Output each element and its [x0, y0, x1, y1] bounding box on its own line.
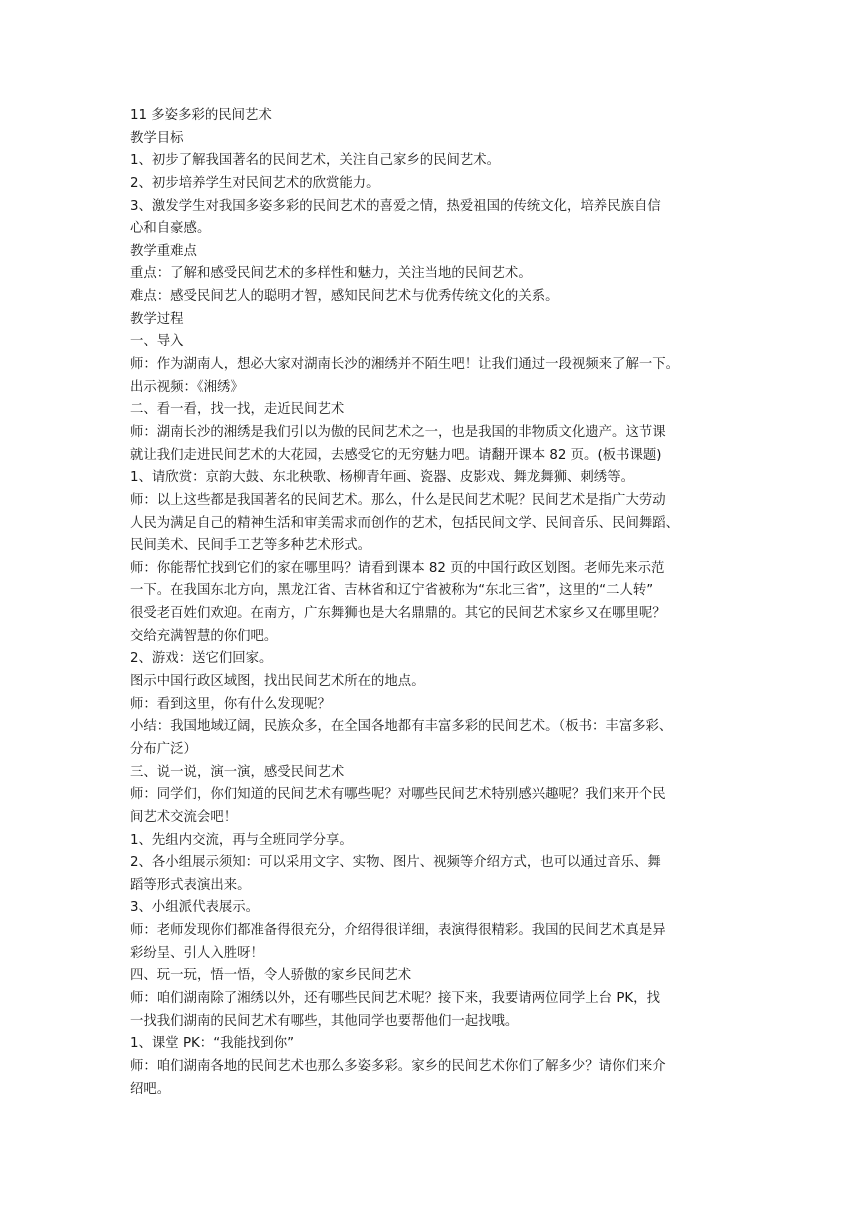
text-line: 2、各小组展示须知：可以采用文字、实物、图片、视频等介绍方式，也可以通过音乐、舞 — [130, 855, 661, 871]
text-line: 1、初步了解我国著名的民间艺术，关注自己家乡的民间艺术。 — [130, 153, 501, 169]
text-line: 师：同学们，你们知道的民间艺术有哪些呢？对哪些民间艺术特别感兴趣呢？我们来开个民 — [130, 787, 666, 803]
text-line: 图示中国行政区域图，找出民间艺术所在的地点。 — [130, 674, 425, 690]
section-heading-objectives: 教学目标 — [130, 130, 184, 146]
text-line: 师：作为湖南人，想必大家对湖南长沙的湘绣并不陌生吧！让我们通过一段视频来了解一下。 — [130, 357, 680, 373]
text-line: 师：以上这些都是我国著名的民间艺术。那么，什么是民间艺术呢？民间艺术是指广大劳动 — [130, 492, 666, 508]
text-line: 3、小组派代表展示。 — [130, 900, 260, 916]
text-line: 2、初步培养学生对民间艺术的欣赏能力。 — [130, 175, 380, 191]
text-line: 难点：感受民间艺人的聪明才智，感知民间艺术与优秀传统文化的关系。 — [130, 289, 559, 305]
subheading: 二、看一看，找一找，走近民间艺术 — [130, 402, 345, 418]
text-line: 分布广泛） — [130, 741, 197, 757]
subheading: 四、玩一玩，悟一悟，令人骄傲的家乡民间艺术 — [130, 968, 412, 984]
text-line: 民间美术、民间手工艺等多种艺术形式。 — [130, 538, 372, 554]
text-line: 1、请欣赏：京韵大鼓、东北秧歌、杨柳青年画、瓷器、皮影戏、舞龙舞狮、刺绣等。 — [130, 470, 634, 486]
subheading: 三、说一说，演一演，感受民间艺术 — [130, 764, 345, 780]
text-line: 师：看到这里，你有什么发现呢？ — [130, 696, 331, 712]
text-line: 师：老师发现你们都准备得很充分，介绍得很详细，表演得很精彩。我国的民间艺术真是异 — [130, 923, 666, 939]
text-line: 交给充满智慧的你们吧。 — [130, 628, 278, 644]
text-line: 间艺术交流会吧！ — [130, 809, 238, 825]
text-line: 心和自豪感。 — [130, 221, 211, 237]
text-line: 1、先组内交流，再与全班同学分享。 — [130, 832, 353, 848]
text-line: 很受老百姓们欢迎。在南方，广东舞狮也是大名鼎鼎的。其它的民间艺术家乡又在哪里呢？ — [130, 606, 666, 622]
text-line: 师：湖南长沙的湘绣是我们引以为傲的民间艺术之一，也是我国的非物质文化遗产。这节课 — [130, 424, 666, 440]
text-line: 3、激发学生对我国多姿多彩的民间艺术的喜爱之情，热爱祖国的传统文化，培养民族自信 — [130, 198, 661, 214]
text-line: 重点：了解和感受民间艺术的多样性和魅力，关注当地的民间艺术。 — [130, 266, 532, 282]
text-line: 蹈等形式表演出来。 — [130, 877, 251, 893]
text-line: 师：咱们湖南除了湘绣以外，还有哪些民间艺术呢？接下来，我要请两位同学上台 PK，找 — [130, 990, 660, 1006]
text-line: 师：咱们湖南各地的民间艺术也那么多姿多彩。家乡的民间艺术你们了解多少？请你们来介 — [130, 1058, 666, 1074]
text-line: 人民为满足自己的精神生活和审美需求而创作的艺术，包括民间文学、民间音乐、民间舞蹈、 — [130, 515, 680, 531]
text-line: 小结：我国地域辽阔，民族众多，在全国各地都有丰富多彩的民间艺术。（板书：丰富多彩、 — [130, 719, 673, 735]
lesson-title: 11 多姿多彩的民间艺术 — [130, 108, 272, 123]
text-line: 一下。在我国东北方向，黑龙江省、吉林省和辽宁省被称为“东北三省”，这里的“二人转” — [130, 583, 654, 599]
section-heading-process: 教学过程 — [130, 311, 184, 327]
text-line: 就让我们走进民间艺术的大花园，去感受它的无穷魅力吧。请翻开课本 82 页。(板书课题) — [130, 447, 662, 463]
text-line: 师：你能帮忙找到它们的家在哪里吗？请看到课本 82 页的中国行政区划图。老师先来示范 — [130, 560, 665, 576]
text-line: 绍吧。 — [130, 1081, 171, 1097]
text-line: 出示视频：《湘绣》 — [130, 379, 244, 395]
text-line: 一找我们湖南的民间艺术有哪些，其他同学也要帮他们一起找哦。 — [130, 1013, 519, 1029]
subheading: 一、导入 — [130, 334, 184, 350]
lesson-plan-text — [130, 105, 730, 1101]
text-line: 彩纷呈、引人入胜呀！ — [130, 945, 264, 961]
text-line: 2、游戏：送它们回家。 — [130, 651, 273, 667]
section-heading-key-points: 教学重难点 — [130, 243, 197, 259]
text-line: 1、课堂 PK：“我能找到你” — [130, 1036, 295, 1052]
